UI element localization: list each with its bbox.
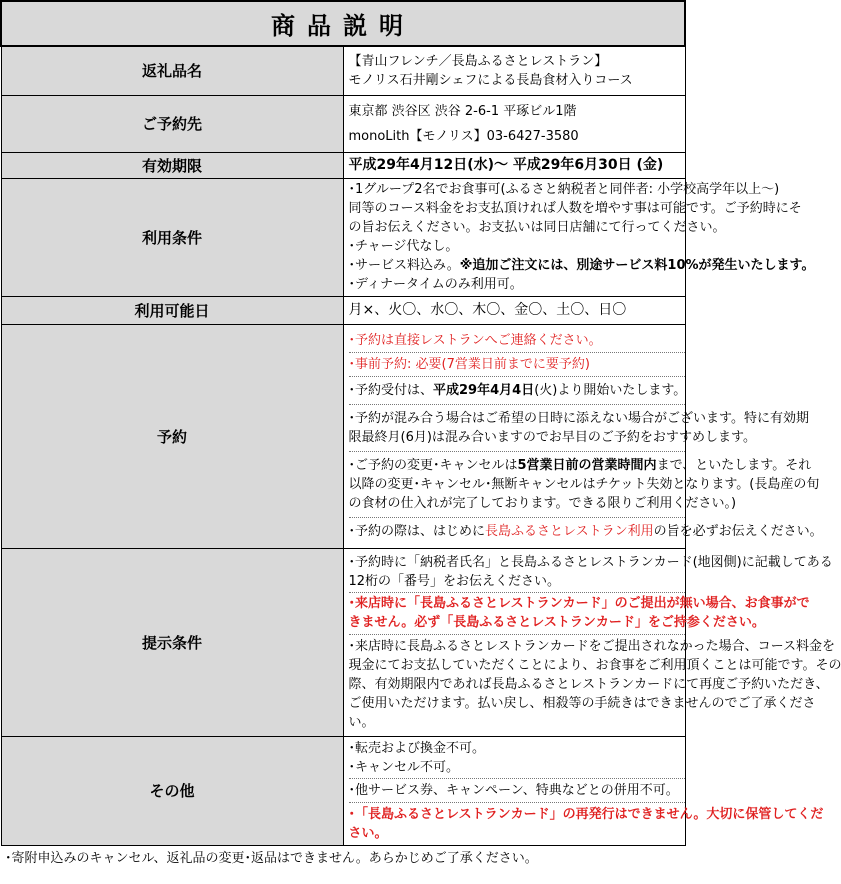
others-line: ･転売および換金不可。 <box>348 740 486 756</box>
item-name-line: 【青山フレンチ／長島ふるさとレストラン】 <box>348 53 608 69</box>
row-reservation-contact <box>1 95 685 152</box>
presentation-line: 12桁の「番号」をお伝えください。 <box>348 573 561 589</box>
busy-section <box>348 405 809 452</box>
others-line: ･キャンセル不可。 <box>348 759 460 775</box>
busy-line: 限最終月(6月)は混み合いますのでお早目のご予約をおすすめします。 <box>348 430 757 445</box>
change-line <box>348 456 812 475</box>
reservation-contact-label: ご予約先 <box>1 95 343 152</box>
phone-line: monoLith【モノリス】03-6427-3580 <box>348 128 579 144</box>
validity-value: 平成29年4月12日(水)〜 平成29年6月30日 (金) <box>343 152 685 178</box>
others-section <box>349 779 685 803</box>
change-text: まで、といたします。それ <box>656 458 812 473</box>
item-name-line: モノリス石井剛シェフによる長島食材入りコース <box>348 72 633 88</box>
presentation-section <box>348 635 841 734</box>
condition-line <box>348 256 815 275</box>
start-text: ･予約受付は、 <box>348 383 434 398</box>
row-item-name <box>1 46 685 95</box>
change-line: 以降の変更･キャンセル･無断キャンセルはチケット失効となります。(長島産の旬 <box>348 477 820 492</box>
row-presentation <box>1 548 685 736</box>
reservation-note-section <box>348 518 823 544</box>
change-line: の食材の仕入れが完了しております。できる限りご利用ください。) <box>348 496 737 511</box>
start-date: 平成29年4月4日 <box>433 383 535 398</box>
reservation-content <box>343 324 823 548</box>
condition-line: の旨お伝えください。お支払いは同日店舗にて行ってください。 <box>348 220 726 235</box>
presentation-line: 現金にてお支払していただくことにより、お食事をご利用頂くことは可能です。その <box>348 657 841 673</box>
row-validity <box>1 152 685 178</box>
service-charge-note: ※追加ご注文には、別途サービス料10%が発生いたします。 <box>459 258 815 273</box>
reservation-note-line <box>348 522 823 541</box>
item-name-label: 返礼品名 <box>1 46 343 95</box>
condition-line: ･チャージ代なし。 <box>348 239 459 254</box>
start-text: (火)より開始いたします。 <box>534 383 687 398</box>
row-reservation <box>1 324 685 548</box>
advance-booking-note: ･事前予約: 必要(7営業日前までに要予約) <box>348 357 590 372</box>
service-charge-text: ･サービス料込み。 <box>348 258 460 273</box>
others-warning-section <box>348 803 824 845</box>
note-text: の旨を必ずお伝えください。 <box>653 524 823 539</box>
condition-line: ･ディナータイムのみ利用可。 <box>348 277 523 292</box>
note-restaurant-name: 長島ふるさとレストラン利用 <box>485 524 654 539</box>
presentation-warning-section <box>348 593 810 635</box>
presentation-warning-line: きません。必ず「長島ふるさとレストランカード」をご持参ください。 <box>348 614 765 630</box>
presentation-line: い。 <box>348 714 375 730</box>
presentation-warning-line: ･来店時に「長島ふるさとレストランカード」のご提出が無い場合、お食事がで <box>348 595 810 611</box>
row-others <box>1 736 685 845</box>
presentation-section <box>348 551 833 593</box>
presentation-line: ･予約時に「納税者氏名」と長島ふるさとレストランカード(地図側)に記載してある <box>348 554 833 570</box>
item-name-content <box>343 46 685 95</box>
available-days-value: 月×、火〇、水〇、木〇、金〇、土〇、日〇 <box>343 296 685 324</box>
address-line: 東京都 渋谷区 渋谷 2-6-1 平琢ビル1階 <box>348 103 577 119</box>
footer-note: ･寄附申込みのキャンセル、返礼品の変更･返品はできません。あらかじめご了承ください。 <box>1 845 685 868</box>
reservation-contact-note: ･予約は直接レストランへご連絡ください。 <box>348 333 602 348</box>
row-conditions <box>1 178 685 296</box>
conditions-content <box>343 178 815 296</box>
reservation-start-line <box>349 381 685 400</box>
others-content <box>343 736 824 845</box>
reservation-start-section <box>349 377 685 405</box>
change-section <box>348 452 820 518</box>
row-footer <box>1 845 685 868</box>
others-warning-line: さい。 <box>348 825 388 841</box>
change-text: ･ご予約の変更･キャンセルは <box>348 458 518 473</box>
condition-line: ･1グループ2名でお食事可(ふるさと納税者と同伴者: 小学校高学年以上〜) <box>348 182 780 197</box>
reservation-red-note <box>349 353 685 377</box>
available-days-label: 利用可能日 <box>1 296 343 324</box>
presentation-line: 際、有効期限内であれば長島ふるさとレストランカードにて再度ご予約いただき、 <box>348 676 829 692</box>
condition-line: 同等のコース料金をお支払頂ければ人数を増やす事は可能です。ご予約時にそ <box>348 201 802 216</box>
row-available-days <box>1 296 685 324</box>
others-line: ･他サービス券、キャンペーン、特典などとの併用不可。 <box>348 782 679 798</box>
presentation-label: 提示条件 <box>1 548 343 736</box>
note-text: ･予約の際は、はじめに <box>348 524 486 539</box>
validity-label: 有効期限 <box>1 152 343 178</box>
page-title: 商品説明 <box>1 1 685 46</box>
presentation-line: ･来店時に長島ふるさとレストランカードをご提出されなかった場合、コース料金を <box>348 638 835 654</box>
presentation-line: ご使用いただけます。払い戻し、相殺等の手続きはできませんのでご了承くださ <box>348 695 816 711</box>
change-deadline: 5営業日前の営業時間内 <box>517 458 657 473</box>
conditions-label: 利用条件 <box>1 178 343 296</box>
reservation-contact-content <box>343 95 685 152</box>
presentation-content <box>343 548 841 736</box>
others-label: その他 <box>1 736 343 845</box>
reservation-label: 予約 <box>1 324 343 548</box>
reservation-red-note <box>349 328 685 353</box>
others-warning-line: ･「長島ふるさとレストランカード」の再発行はできません。大切に保管してくだ <box>348 806 824 822</box>
busy-line: ･予約が混み合う場合はご希望の日時に添えない場合がございます。特に有効期 <box>348 411 809 426</box>
others-section <box>349 737 685 779</box>
